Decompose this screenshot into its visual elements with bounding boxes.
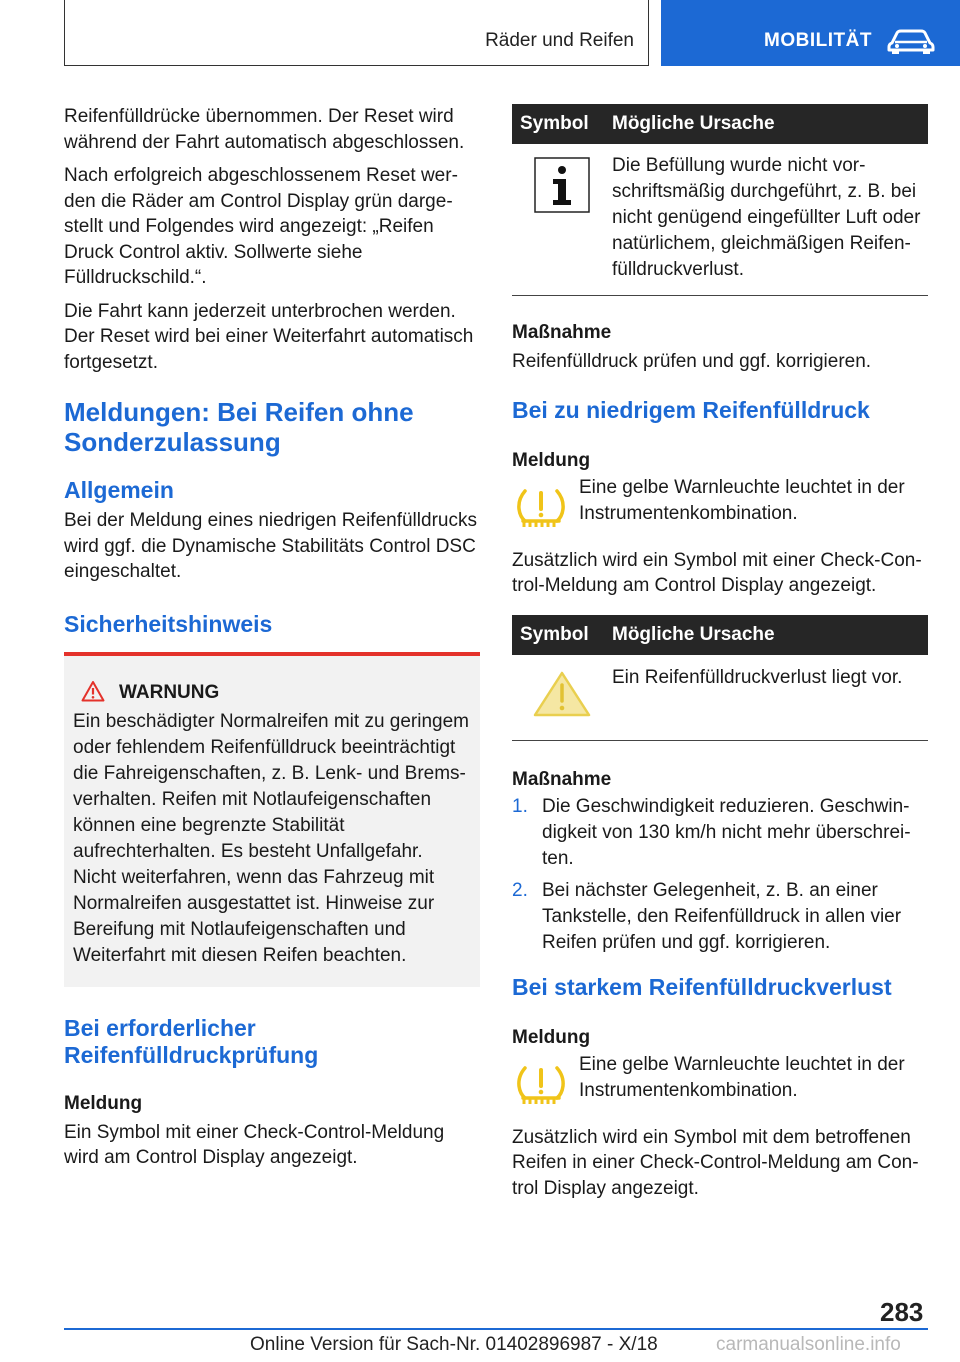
table-row <box>512 655 928 741</box>
list-item <box>512 794 928 872</box>
table-row <box>512 144 928 296</box>
warning-text: Ein beschädigter Normalreifen mit zu geringem oder fehlendem Reifenfülldruck beeinträchtigt die Fahreigenschaften, z. B. Lenk- und Bremsverhalten. Reifen mit Notlaufeigenschaften können eine begrenzte Stabilität aufrechterhalten. Es besteht Unfallgefahr. Nicht weiterfahren, wenn das Fahrzeug mit Normalreifen ausgestattet ist. Hinweise zur Bereifung mit Notlaufeigenschaften und Weiterfahrt mit diesen Reifen beachten. <box>73 710 470 966</box>
footer-watermark[interactable]: carmanualsonline.info <box>716 1334 901 1355</box>
column-cause: Mögliche Ursache <box>612 113 775 134</box>
warning-lamp-text-2: Eine gelbe Warnleuchte leuchtet in der Instrumentenkombination. <box>579 1053 905 1101</box>
paragraph-reset-success: Nach erfolgreich abgeschlossenem Reset werden die Räder am Control Display grün dargestellt und Folgendes wird angezeigt: „Reifen Druck Control aktiv. Sollwerte siehe Fülldruckschild.“. <box>64 165 458 288</box>
header-chapter-tab[interactable] <box>661 0 960 66</box>
warning-box <box>64 652 480 987</box>
warning-lamp-text-1: Eine gelbe Warnleuchte leuchtet in der Instrumentenkombination. <box>579 476 905 524</box>
heading-safety-note: Sicherheitshinweis <box>64 610 273 637</box>
table-symbol-cell <box>512 153 612 283</box>
heading-messages-normal-tires: Meldungen: Bei Reifen ohne Sonderzulassung <box>64 397 414 457</box>
left-column <box>64 104 480 1179</box>
label-message: Meldung <box>64 1092 143 1114</box>
paragraph-additional-1: Zusätzlich wird ein Symbol mit einer Check-Control-Meldung am Control Display angezeigt. <box>512 549 922 596</box>
label-message-1: Meldung <box>512 449 591 471</box>
warning-header <box>73 680 471 707</box>
header-section-box <box>64 0 649 66</box>
table-symbol-cell <box>512 665 612 724</box>
column-symbol: Symbol <box>520 623 589 645</box>
warning-triangle-yellow-icon <box>531 669 593 724</box>
warning-lamp-row-2 <box>512 1052 928 1113</box>
paragraph-general: Bei der Meldung eines niedrigen Reifenfülldrucks wird ggf. die Dynamische Stabilitäts Control DSC eingeschaltet. <box>64 510 477 582</box>
measure-steps-list <box>512 794 928 956</box>
footer-online-version: Online Version für Sach-Nr. 01402896987 - X/18 <box>250 1334 658 1355</box>
label-measure-1: Maßnahme <box>512 322 612 343</box>
paragraph-reset-complete: Reifenfülldrücke übernommen. Der Reset wird während der Fahrt automatisch abgeschlossen. <box>64 106 465 153</box>
label-message-2: Meldung <box>512 1026 591 1048</box>
warning-triangle-icon <box>81 680 105 707</box>
heading-general: Allgemein <box>64 477 174 503</box>
symbol-table-1 <box>512 104 928 296</box>
heading-low-pressure: Bei zu niedrigem Reifenfülldruck <box>512 396 870 423</box>
paragraph-message-symbol: Ein Symbol mit einer Check-Control-Meldung wird am Control Display angezeigt. <box>64 1121 445 1168</box>
step-text: Die Geschwindigkeit reduzieren. Geschwindigkeit von 130 km/h nicht mehr überschreiten. <box>542 795 911 869</box>
column-cause: Mögliche Ursache <box>612 623 775 645</box>
table-header <box>512 615 928 655</box>
paragraph-measure-1: Reifenfülldruck prüfen und ggf. korrigieren. <box>512 351 872 372</box>
step-number: 2. <box>512 879 528 901</box>
label-measure-2: Maßnahme <box>512 768 612 790</box>
right-column <box>512 104 928 1209</box>
car-icon <box>886 27 936 60</box>
tire-pressure-warning-icon <box>512 1052 579 1113</box>
page-number: 283 <box>880 1297 924 1327</box>
warning-lamp-row-1 <box>512 475 928 536</box>
symbol-table-2 <box>512 615 928 741</box>
header-section-title: Räder und Reifen <box>485 30 634 51</box>
list-item <box>512 878 928 956</box>
info-icon <box>534 157 590 283</box>
table-header <box>512 104 928 144</box>
table-cause-cell: Ein Reifenfülldruckverlust liegt vor. <box>612 666 903 688</box>
header-chapter-label: MOBILITÄT <box>764 30 872 51</box>
heading-strong-loss: Bei starkem Reifenfülldruckverlust <box>512 973 892 1000</box>
warning-label: WARNUNG <box>119 682 220 703</box>
footer-divider <box>64 1328 928 1330</box>
paragraph-reset-interrupt: Die Fahrt kann jederzeit unterbrochen werden. Der Reset wird bei einer Weiterfahrt automatisch fortgesetzt. <box>64 300 474 373</box>
paragraph-additional-2: Zusätzlich wird ein Symbol mit dem betroffenen Reifen in einer Check-Control-Meldung am Control Display angezeigt. <box>512 1126 919 1199</box>
column-symbol: Symbol <box>520 113 589 134</box>
step-number: 1. <box>512 795 528 817</box>
table-cause-cell: Die Befüllung wurde nicht vorschriftsmäßig durchgeführt, z. B. bei nicht genügend eingefüllter Luft oder natürlichem, gleichmäßigen Reifenfülldruckverlust. <box>612 155 921 280</box>
step-text: Bei nächster Gelegenheit, z. B. an einer Tankstelle, den Reifenfülldruck in allen vier Reifen prüfen und ggf. korrigieren. <box>542 879 902 953</box>
tire-pressure-warning-icon <box>512 475 579 536</box>
heading-required-check: Bei erforderlicher Reifenfülldruckprüfung <box>64 1014 319 1068</box>
